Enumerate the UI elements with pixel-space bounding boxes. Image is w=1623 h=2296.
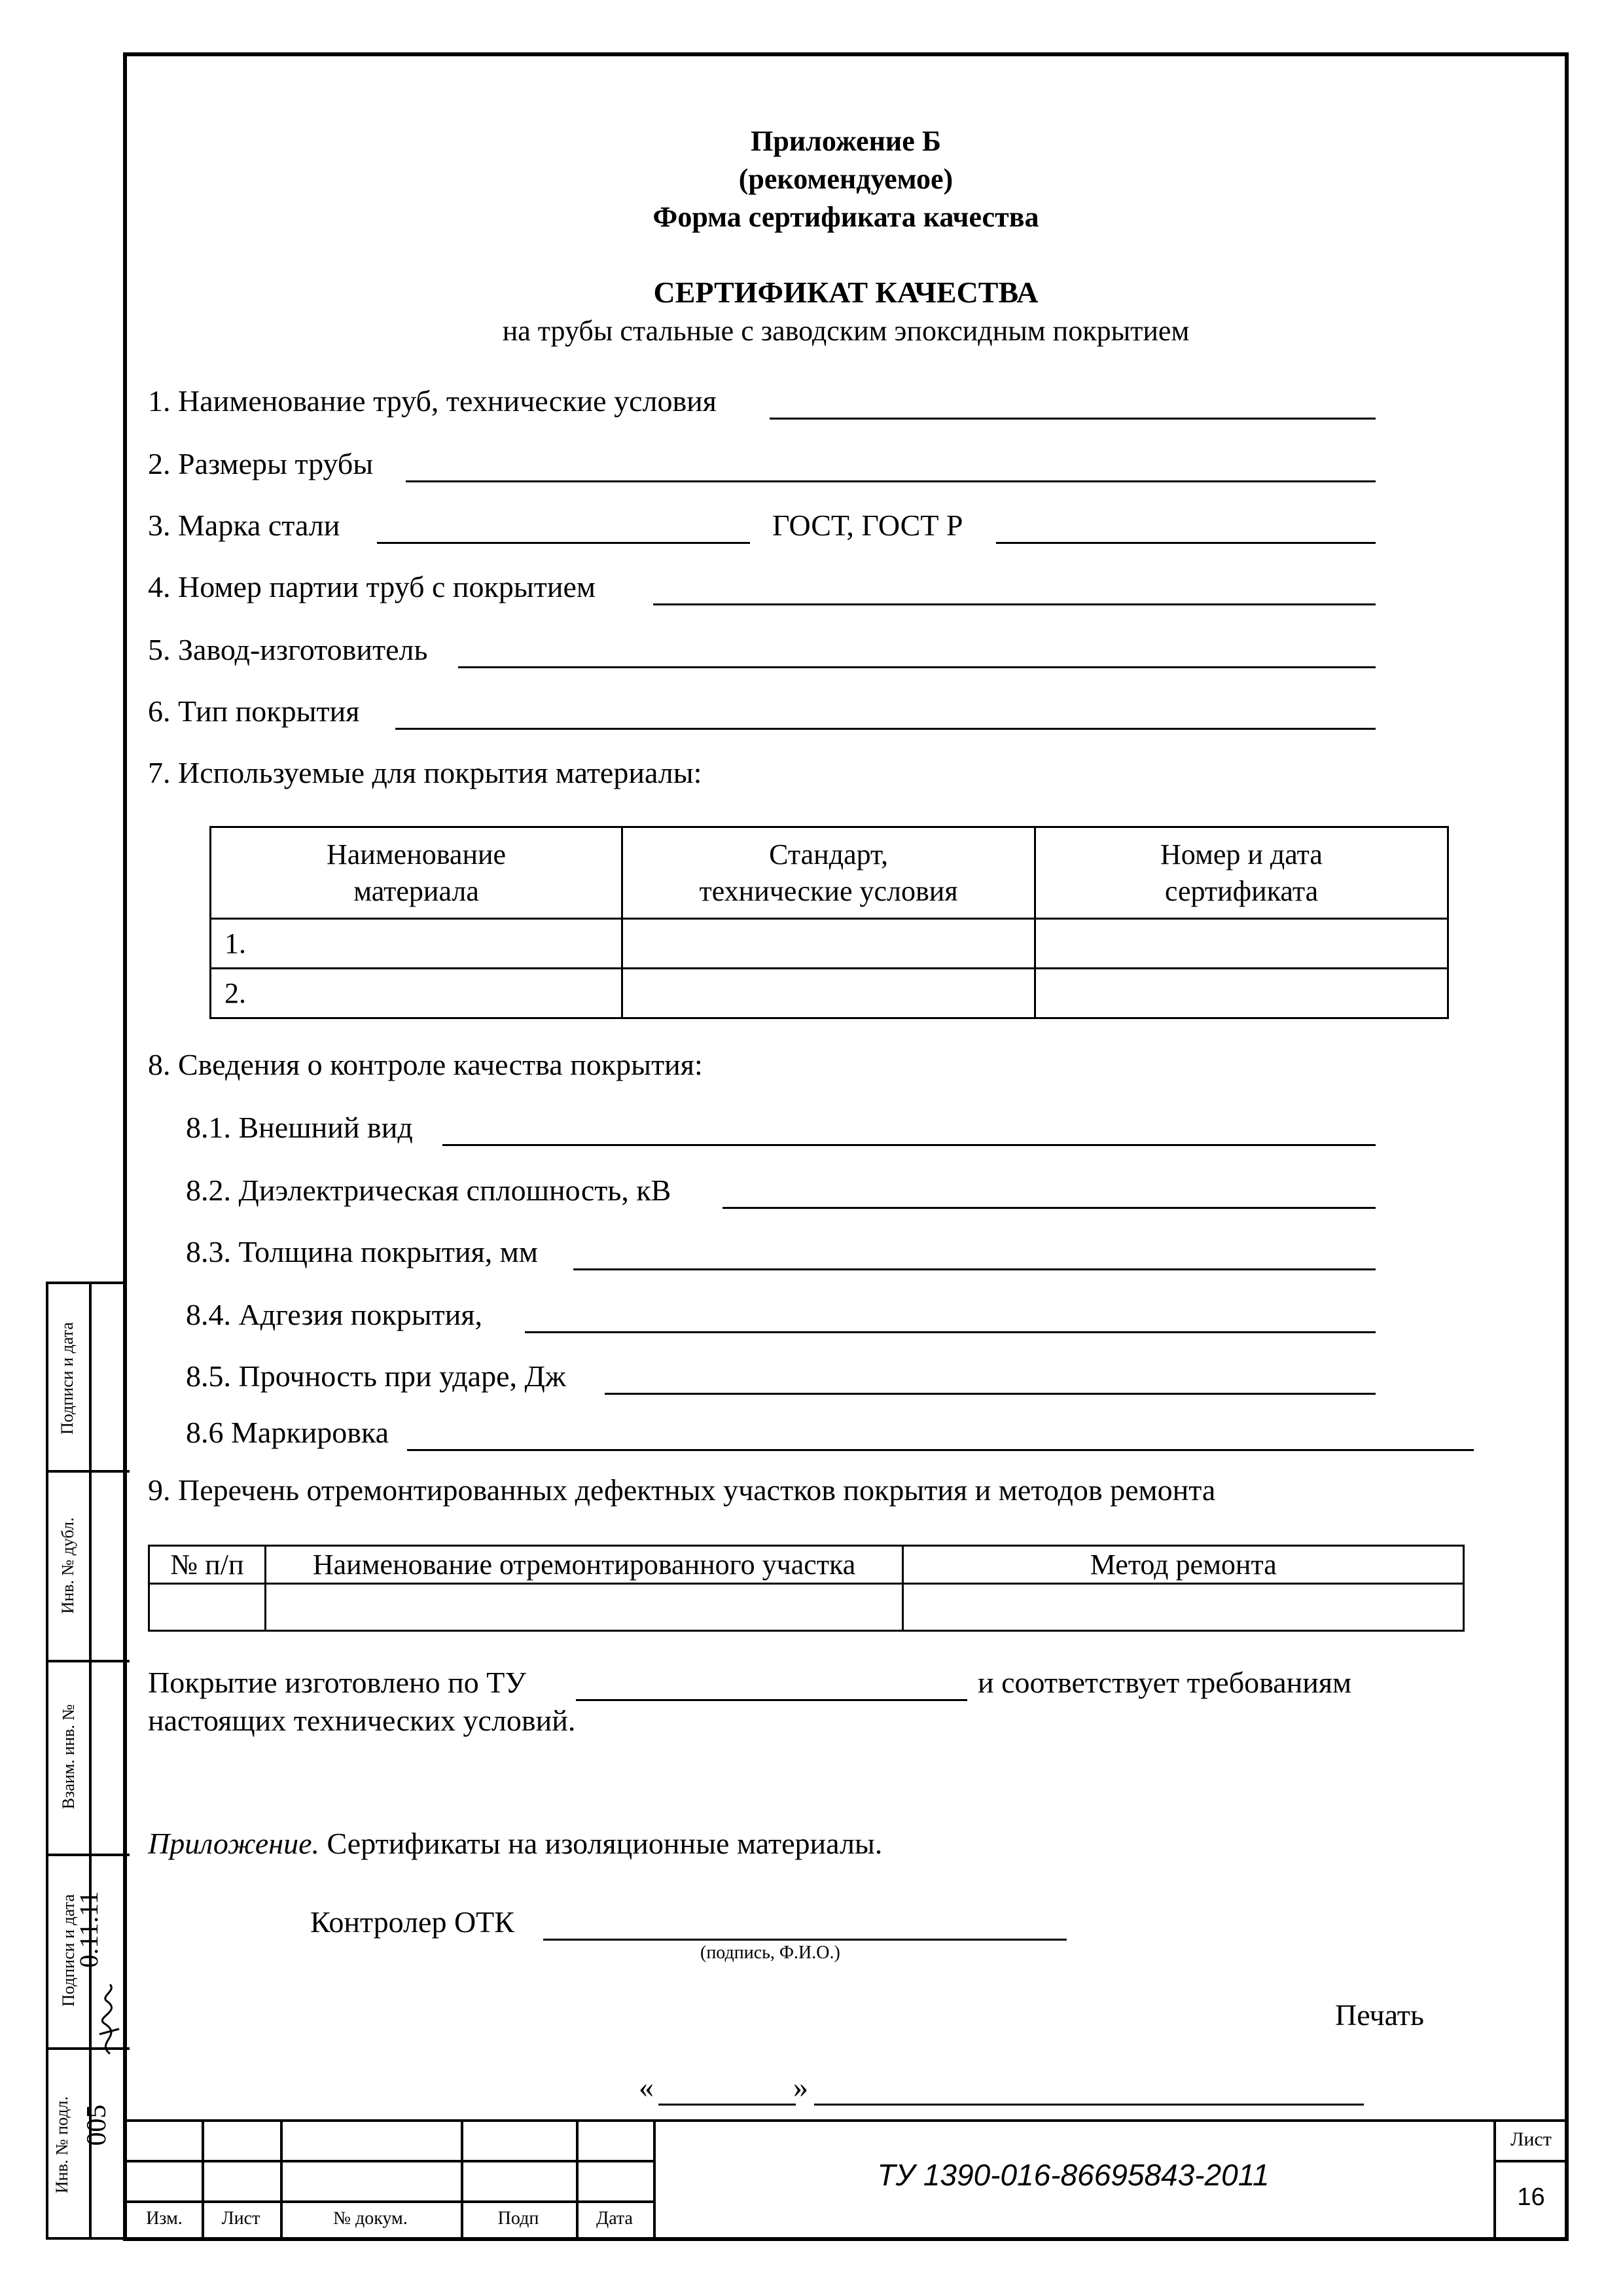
strip-label-mutual-inv: Взаим. инв. №: [59, 1704, 78, 1810]
strip-label-dup-inv: Инв. № дубл.: [58, 1517, 77, 1614]
table-row: [211, 919, 1448, 969]
materials-table: [209, 826, 1449, 1019]
conclusion-tu-line[interactable]: [576, 1699, 967, 1701]
certificate-subtitle: на трубы стальные с заводским эпоксидным покрытием: [502, 315, 1190, 347]
title-block-top-line: [127, 2119, 1569, 2122]
field-batch-label: 4. Номер партии труб с покрытием: [148, 570, 596, 603]
sheet-number: 16: [1517, 2183, 1545, 2211]
table-row: [149, 1584, 1464, 1631]
form-title: Форма сертификата качества: [652, 201, 1039, 233]
quality-impact-line[interactable]: [605, 1393, 1376, 1395]
strip-label-signatures-top: Подписи и дата: [58, 1322, 77, 1435]
date-quote-open: «: [639, 2070, 654, 2104]
strip-date-value: 0.11.11: [74, 1891, 103, 1968]
document-code: ТУ 1390-016-86695843-2011: [877, 2158, 1270, 2192]
appendix-recommended: (рекомендуемое): [738, 163, 954, 195]
quality-adhesion-line[interactable]: [525, 1331, 1376, 1333]
strip-label-orig-inv: Инв. № подл.: [52, 2096, 71, 2194]
controller-signature-line[interactable]: [543, 1939, 1067, 1941]
conclusion-text-b: и соответствует требованиям: [978, 1666, 1352, 1699]
repairs-header-method: Метод ремонта: [903, 1546, 1464, 1584]
materials-header-name: Наименование материала: [211, 827, 622, 919]
field-manufacturer-label: 5. Завод-изготовитель: [148, 633, 428, 666]
quality-impact-label: 8.5. Прочность при ударе, Дж: [186, 1359, 566, 1393]
date-day-line[interactable]: [658, 2104, 796, 2106]
field-coating-type-line[interactable]: [395, 728, 1376, 730]
certificate-title: СЕРТИФИКАТ КАЧЕСТВА: [653, 276, 1039, 309]
field-coating-type-label: 6. Тип покрытия: [148, 694, 360, 728]
title-block-row-line: [127, 2200, 653, 2203]
title-block: [127, 2119, 1569, 2241]
quality-thickness-line[interactable]: [573, 1268, 1376, 1270]
date-month-year-line[interactable]: [814, 2104, 1364, 2106]
quality-thickness-label: 8.3. Толщина покрытия, мм: [186, 1235, 539, 1268]
materials-cell[interactable]: [1035, 919, 1448, 969]
conclusion-text-a: Покрытие изготовлено по ТУ: [148, 1666, 526, 1699]
materials-cell[interactable]: [1035, 969, 1448, 1018]
attachment-note: [148, 1826, 882, 1861]
field-pipe-name-label: 1. Наименование труб, технические условия: [148, 384, 717, 418]
field-pipe-name-line[interactable]: [770, 418, 1376, 420]
appendix-title: Приложение Б: [751, 125, 941, 157]
quality-dielectric-line[interactable]: [722, 1207, 1376, 1209]
field-materials-label: 7. Используемые для покрытия материалы:: [148, 756, 702, 789]
title-block-row-line: [127, 2160, 653, 2162]
repairs-header-number: № п/п: [149, 1546, 266, 1584]
controller-label: Контролер ОТК: [310, 1905, 514, 1939]
repairs-header-section: Наименование отремонтированного участка: [265, 1546, 903, 1584]
quality-adhesion-label: 8.4. Адгезия покрытия,: [186, 1298, 483, 1331]
repairs-cell[interactable]: [149, 1584, 266, 1631]
quality-appearance-label: 8.1. Внешний вид: [186, 1111, 413, 1144]
materials-cell[interactable]: [622, 919, 1035, 969]
conclusion-text-line2: настоящих технических условий.: [148, 1704, 576, 1737]
title-block-col-doc: № докум.: [333, 2208, 408, 2229]
date-quote-close: »: [793, 2070, 808, 2104]
repairs-cell[interactable]: [265, 1584, 903, 1631]
materials-header-standard: Стандарт, технические условия: [622, 827, 1035, 919]
signature-caption: (подпись, Ф.И.О.): [700, 1943, 840, 1963]
quality-dielectric-label: 8.2. Диэлектрическая сплошность, кВ: [186, 1174, 671, 1207]
title-block-sheet-line: [1493, 2160, 1569, 2162]
field-pipe-size-label: 2. Размеры трубы: [148, 447, 374, 480]
materials-row-number: 1.: [211, 919, 622, 969]
title-block-col-sheet: Лист: [221, 2208, 260, 2229]
field-batch-line[interactable]: [653, 603, 1376, 605]
sheet-label: Лист: [1510, 2128, 1552, 2150]
quality-marking-label: 8.6 Маркировка: [186, 1416, 389, 1449]
field-manufacturer-line[interactable]: [458, 666, 1376, 668]
margin-strip: [46, 1282, 127, 2240]
quality-appearance-line[interactable]: [442, 1144, 1376, 1146]
materials-row-number: 2.: [211, 969, 622, 1018]
repairs-section-title: 9. Перечень отремонтированных дефектных участков покрытия и методов ремонта: [148, 1473, 1216, 1507]
attachment-text: Сертификаты на изоляционные материалы.: [319, 1827, 883, 1860]
table-row: [211, 969, 1448, 1018]
materials-header-certificate: Номер и дата сертификата: [1035, 827, 1448, 919]
field-gost-label: ГОСТ, ГОСТ Р: [772, 509, 963, 542]
field-steel-grade-label: 3. Марка стали: [148, 509, 340, 542]
field-pipe-size-line[interactable]: [406, 480, 1376, 482]
strip-label-signatures-bottom: Подписи и дата: [59, 1894, 78, 2007]
title-block-col-date: Дата: [596, 2208, 633, 2229]
repairs-table: [148, 1545, 1465, 1632]
title-block-col-change: Изм.: [146, 2208, 183, 2229]
materials-cell[interactable]: [622, 969, 1035, 1018]
stamp-label: Печать: [1335, 1998, 1424, 2032]
field-gost-line[interactable]: [996, 542, 1376, 544]
title-block-col-sign: Подп: [497, 2208, 539, 2229]
strip-inv-value: 005: [82, 2104, 112, 2146]
quality-marking-line[interactable]: [407, 1449, 1474, 1451]
quality-section-title: 8. Сведения о контроле качества покрытия:: [148, 1048, 703, 1081]
handwritten-signature-icon: [90, 1983, 128, 2055]
field-steel-grade-line[interactable]: [377, 542, 750, 544]
repairs-cell[interactable]: [903, 1584, 1464, 1631]
attachment-label: Приложение.: [148, 1827, 320, 1860]
